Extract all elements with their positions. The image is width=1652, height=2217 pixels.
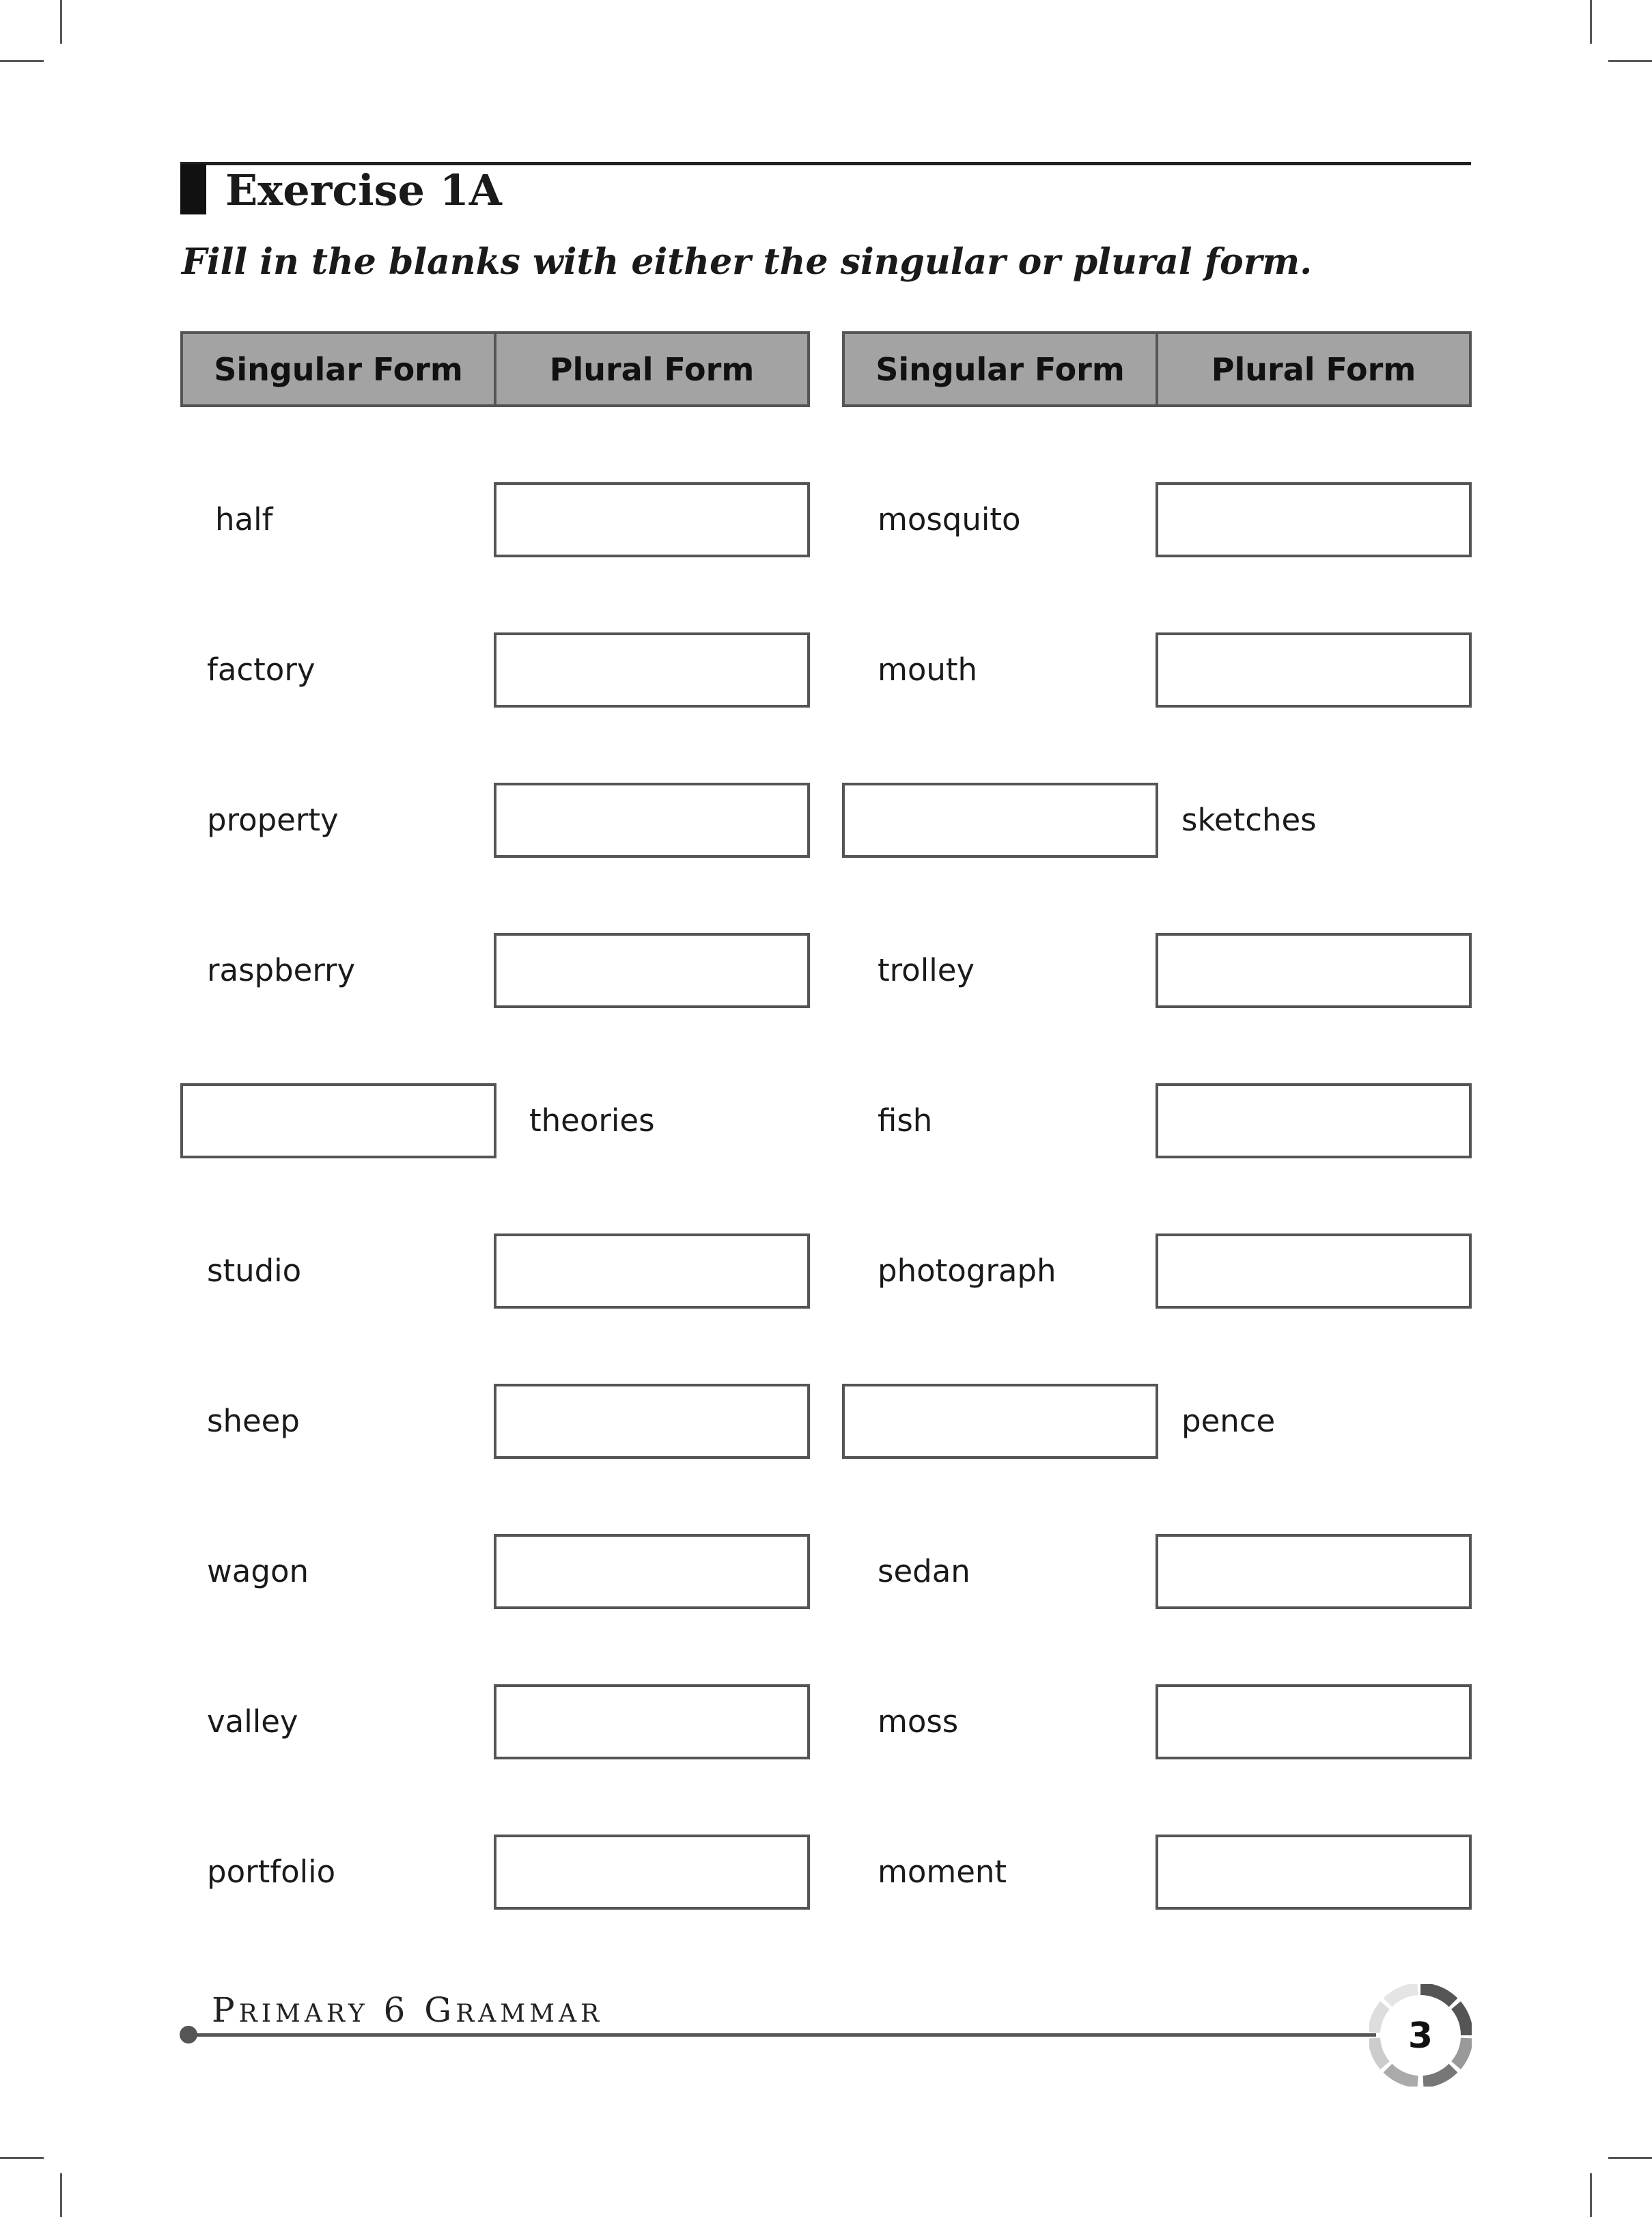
crop-mark xyxy=(0,2157,44,2159)
right-singular-word: sedan xyxy=(878,1553,970,1589)
right-plural-answer-box[interactable] xyxy=(1156,1684,1472,1759)
right-singular-answer-box[interactable] xyxy=(842,783,1158,858)
header-singular-left: Singular Form xyxy=(180,331,496,407)
exercise-title: Exercise 1A xyxy=(225,165,502,215)
crop-mark xyxy=(1590,2173,1592,2217)
left-plural-answer-box[interactable] xyxy=(494,1684,810,1759)
left-plural-answer-box[interactable] xyxy=(494,1233,810,1309)
crop-mark xyxy=(1608,60,1652,62)
exercise-instruction: Fill in the blanks with either the singular or plural form. xyxy=(182,241,1313,283)
left-singular-word: factory xyxy=(207,652,316,688)
book-title-p: P xyxy=(212,1990,239,2030)
right-plural-word: pence xyxy=(1181,1403,1276,1439)
right-plural-answer-box[interactable] xyxy=(1156,482,1472,557)
left-singular-word: studio xyxy=(207,1253,302,1289)
left-plural-answer-box[interactable] xyxy=(494,632,810,708)
book-title-rimary: RIMARY xyxy=(238,2000,369,2028)
left-singular-word: half xyxy=(215,501,273,538)
right-singular-word: moss xyxy=(878,1703,959,1740)
right-singular-word: mouth xyxy=(878,652,978,688)
left-plural-answer-box[interactable] xyxy=(494,482,810,557)
left-plural-answer-box[interactable] xyxy=(494,1835,810,1910)
header-plural-left: Plural Form xyxy=(494,331,810,407)
left-singular-word: portfolio xyxy=(207,1854,336,1890)
left-singular-word: raspberry xyxy=(207,952,356,988)
right-plural-word: sketches xyxy=(1181,802,1317,838)
right-singular-word: photograph xyxy=(878,1253,1056,1289)
left-singular-word: wagon xyxy=(207,1553,309,1589)
right-singular-word: fish xyxy=(878,1102,933,1139)
page-number-badge xyxy=(1369,1984,1472,2087)
left-plural-word: theories xyxy=(529,1102,655,1139)
right-plural-answer-box[interactable] xyxy=(1156,1233,1472,1309)
right-singular-answer-box[interactable] xyxy=(842,1384,1158,1459)
right-plural-answer-box[interactable] xyxy=(1156,1835,1472,1910)
crop-mark xyxy=(1608,2157,1652,2159)
title-marker-bar xyxy=(180,164,206,214)
left-singular-word: valley xyxy=(207,1703,298,1740)
left-plural-answer-box[interactable] xyxy=(494,1534,810,1609)
crop-mark xyxy=(60,0,62,44)
right-singular-word: mosquito xyxy=(878,501,1021,538)
right-plural-answer-box[interactable] xyxy=(1156,1083,1472,1158)
book-title-number: 6 xyxy=(383,1990,410,2030)
right-plural-answer-box[interactable] xyxy=(1156,632,1472,708)
page-number: 3 xyxy=(1408,2016,1433,2056)
left-plural-answer-box[interactable] xyxy=(494,783,810,858)
footer-rule-dot xyxy=(180,2026,197,2044)
header-singular-right: Singular Form xyxy=(842,331,1158,407)
left-singular-word: sheep xyxy=(207,1403,300,1439)
book-title xyxy=(212,1990,603,2030)
left-plural-answer-box[interactable] xyxy=(494,933,810,1008)
left-singular-word: property xyxy=(207,802,339,838)
book-title-g: G xyxy=(424,1990,456,2030)
crop-mark xyxy=(1590,0,1592,44)
crop-mark xyxy=(0,60,44,62)
right-plural-answer-box[interactable] xyxy=(1156,1534,1472,1609)
right-singular-word: moment xyxy=(878,1854,1007,1890)
book-title-rammar: RAMMAR xyxy=(456,2000,604,2028)
right-singular-word: trolley xyxy=(878,952,975,988)
footer-rule xyxy=(188,2033,1376,2037)
right-plural-answer-box[interactable] xyxy=(1156,933,1472,1008)
left-plural-answer-box[interactable] xyxy=(494,1384,810,1459)
header-plural-right: Plural Form xyxy=(1156,331,1472,407)
crop-mark xyxy=(60,2173,62,2217)
left-singular-answer-box[interactable] xyxy=(180,1083,496,1158)
